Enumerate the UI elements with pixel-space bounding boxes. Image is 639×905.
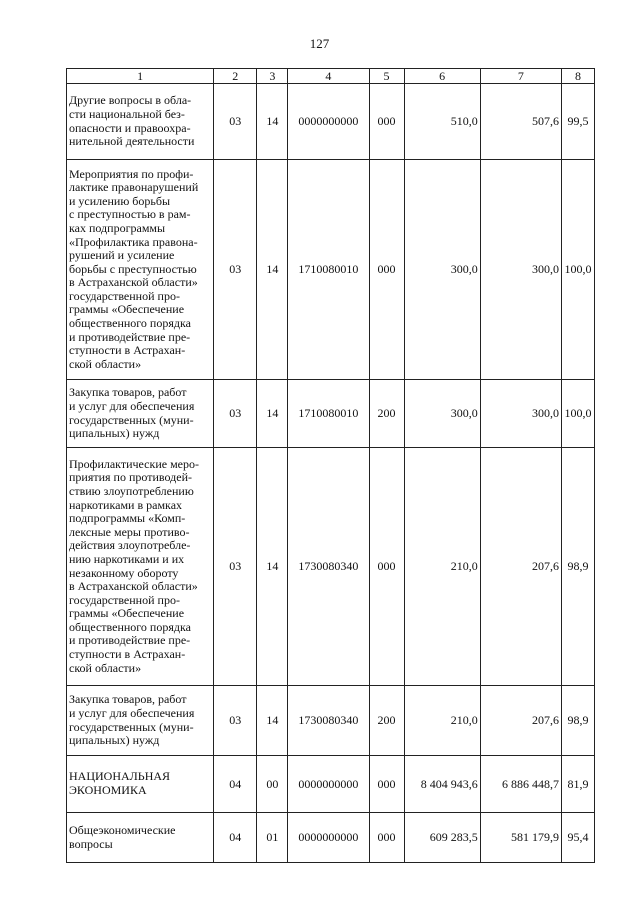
cell-executed: 300,0 <box>480 380 561 448</box>
cell-planned: 300,0 <box>404 160 480 380</box>
cell-executed: 207,6 <box>480 448 561 686</box>
cell-percent: 98,9 <box>562 686 595 756</box>
budget-table <box>66 68 595 863</box>
column-header: 4 <box>288 69 369 84</box>
row-name: НАЦИОНАЛЬНАЯ ЭКОНОМИКА <box>67 756 214 813</box>
row-name: Профилактические меро- приятия по противодей- ствию злоупотреблению наркотиками в рамках подпрограммы «Комп- лексные меры противо- действия злоупотребле- нию наркотиками и их незаконному обороту в Астраханской области» государственной про- граммы «Обеспечение общественного порядка и противодействие пре- ступности в Астрахан- ской области» <box>67 448 214 686</box>
cell-percent: 100,0 <box>562 380 595 448</box>
cell-subsection: 14 <box>257 84 288 160</box>
table-row <box>67 160 595 380</box>
table-row <box>67 813 595 863</box>
column-header: 1 <box>67 69 214 84</box>
cell-percent: 98,9 <box>562 448 595 686</box>
cell-executed: 6 886 448,7 <box>480 756 561 813</box>
cell-section: 03 <box>214 160 257 380</box>
column-header: 5 <box>369 69 404 84</box>
cell-target-article: 1730080340 <box>288 686 369 756</box>
table-row <box>67 448 595 686</box>
cell-target-article: 1710080010 <box>288 160 369 380</box>
column-header: 8 <box>562 69 595 84</box>
table-row <box>67 380 595 448</box>
cell-percent: 95,4 <box>562 813 595 863</box>
cell-executed: 581 179,9 <box>480 813 561 863</box>
cell-expense-type: 000 <box>369 160 404 380</box>
table-row <box>67 756 595 813</box>
cell-target-article: 0000000000 <box>288 756 369 813</box>
cell-section: 03 <box>214 84 257 160</box>
table-row <box>67 686 595 756</box>
table-row <box>67 84 595 160</box>
row-name: Другие вопросы в обла- сти национальной без- опасности и правоохра- нительной деятельности <box>67 84 214 160</box>
cell-target-article: 0000000000 <box>288 813 369 863</box>
cell-expense-type: 200 <box>369 686 404 756</box>
cell-subsection: 01 <box>257 813 288 863</box>
cell-expense-type: 000 <box>369 448 404 686</box>
page-number: 127 <box>309 36 330 51</box>
cell-subsection: 14 <box>257 380 288 448</box>
cell-section: 03 <box>214 380 257 448</box>
cell-executed: 300,0 <box>480 160 561 380</box>
cell-subsection: 14 <box>257 686 288 756</box>
cell-planned: 609 283,5 <box>404 813 480 863</box>
cell-planned: 510,0 <box>404 84 480 160</box>
cell-target-article: 1710080010 <box>288 380 369 448</box>
cell-expense-type: 200 <box>369 380 404 448</box>
row-name: Закупка товаров, работ и услуг для обеспечения государственных (муни- ципальных) нужд <box>67 686 214 756</box>
table-header-row <box>67 69 595 84</box>
row-name: Общеэкономические вопросы <box>67 813 214 863</box>
cell-section: 04 <box>214 813 257 863</box>
cell-planned: 8 404 943,6 <box>404 756 480 813</box>
cell-section: 04 <box>214 756 257 813</box>
row-name: Мероприятия по профи- лактике правонарушений и усилению борьбы с преступностью в рам- ках подпрограммы «Профилактика правона- рушений и усиление борьбы с преступностью в Астраханской области» государственной про- граммы «Обеспечение общественного порядка и противодействие пре- ступности в Астрахан- ской области» <box>67 160 214 380</box>
cell-percent: 100,0 <box>562 160 595 380</box>
cell-planned: 210,0 <box>404 448 480 686</box>
cell-percent: 99,5 <box>562 84 595 160</box>
cell-subsection: 14 <box>257 160 288 380</box>
column-header: 2 <box>214 69 257 84</box>
row-name: Закупка товаров, работ и услуг для обеспечения государственных (муни- ципальных) нужд <box>67 380 214 448</box>
cell-section: 03 <box>214 686 257 756</box>
column-header: 7 <box>480 69 561 84</box>
cell-planned: 210,0 <box>404 686 480 756</box>
column-header: 3 <box>257 69 288 84</box>
cell-subsection: 14 <box>257 448 288 686</box>
cell-section: 03 <box>214 448 257 686</box>
column-header: 6 <box>404 69 480 84</box>
cell-executed: 207,6 <box>480 686 561 756</box>
cell-planned: 300,0 <box>404 380 480 448</box>
cell-expense-type: 000 <box>369 813 404 863</box>
cell-subsection: 00 <box>257 756 288 813</box>
cell-percent: 81,9 <box>562 756 595 813</box>
cell-target-article: 1730080340 <box>288 448 369 686</box>
cell-executed: 507,6 <box>480 84 561 160</box>
cell-expense-type: 000 <box>369 756 404 813</box>
cell-target-article: 0000000000 <box>288 84 369 160</box>
cell-expense-type: 000 <box>369 84 404 160</box>
